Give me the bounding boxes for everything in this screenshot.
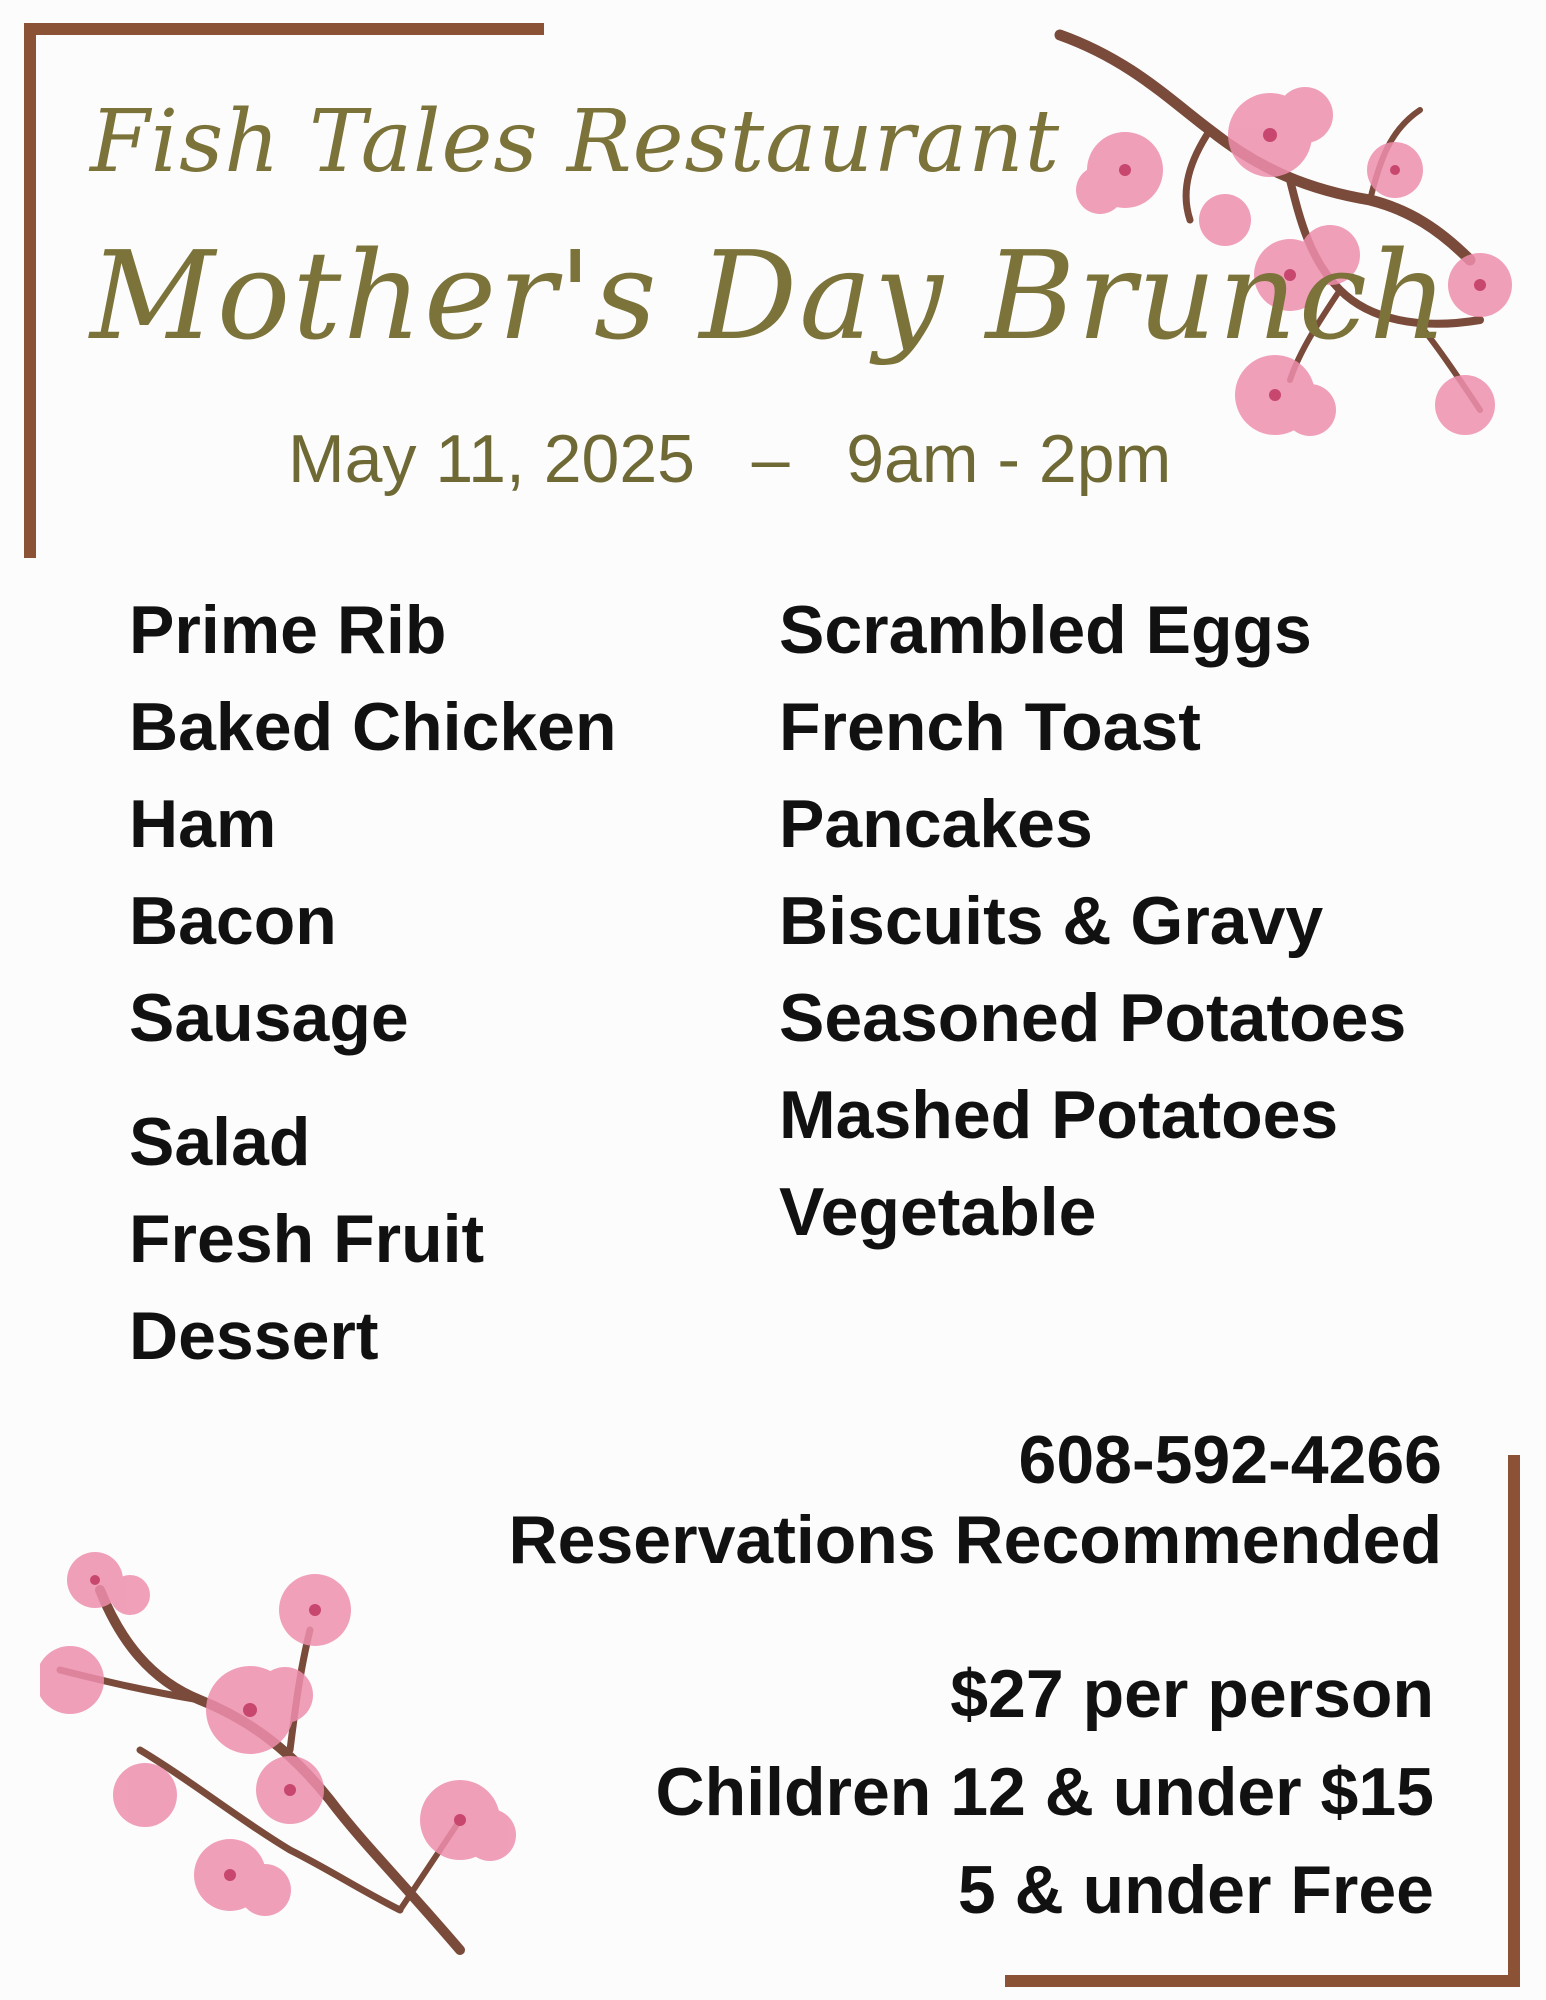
- menu-item: Baked Chicken: [129, 689, 617, 765]
- event-title: Mother's Day Brunch: [90, 225, 1450, 367]
- menu-item: Pancakes: [779, 786, 1093, 862]
- frame-corner-bottom-right-horizontal: [1005, 1975, 1520, 1987]
- menu-item: Salad: [129, 1104, 311, 1180]
- menu-item: Scrambled Eggs: [779, 592, 1312, 668]
- frame-corner-top-left-vertical: [24, 23, 36, 558]
- price-adult: $27 per person: [950, 1656, 1434, 1732]
- price-children: Children 12 & under $15: [655, 1754, 1434, 1830]
- menu-item: French Toast: [779, 689, 1201, 765]
- menu-column-left: [129, 590, 617, 1393]
- phone-number: 608-592-4266: [1018, 1422, 1442, 1498]
- menu-item: Biscuits & Gravy: [779, 883, 1324, 959]
- event-date: May 11, 2025: [288, 421, 696, 497]
- menu-item: Vegetable: [779, 1174, 1097, 1250]
- reservations-note: Reservations Recommended: [508, 1502, 1442, 1578]
- frame-corner-bottom-right-vertical: [1508, 1455, 1520, 1987]
- menu-item: Bacon: [129, 883, 337, 959]
- pricing-block: [656, 1645, 1434, 1939]
- frame-corner-top-left-horizontal: [24, 23, 544, 35]
- contact-block: [509, 1420, 1442, 1580]
- event-hours: 9am - 2pm: [846, 421, 1172, 497]
- menu-item: Fresh Fruit: [129, 1201, 485, 1277]
- menu-item: Seasoned Potatoes: [779, 980, 1407, 1056]
- cherry-blossom-bottom-left-icon: [40, 1550, 520, 1970]
- menu-item: Prime Rib: [129, 592, 447, 668]
- menu-item: Mashed Potatoes: [779, 1077, 1339, 1153]
- menu-item: Sausage: [129, 980, 409, 1056]
- date-separator: –: [751, 421, 790, 497]
- menu-column-right: [779, 590, 1406, 1269]
- menu-item: Ham: [129, 786, 277, 862]
- menu-item: Dessert: [129, 1298, 379, 1374]
- event-date-time: [288, 420, 1171, 498]
- price-free: 5 & under Free: [957, 1852, 1434, 1928]
- restaurant-name: Fish Tales Restaurant: [90, 92, 1061, 192]
